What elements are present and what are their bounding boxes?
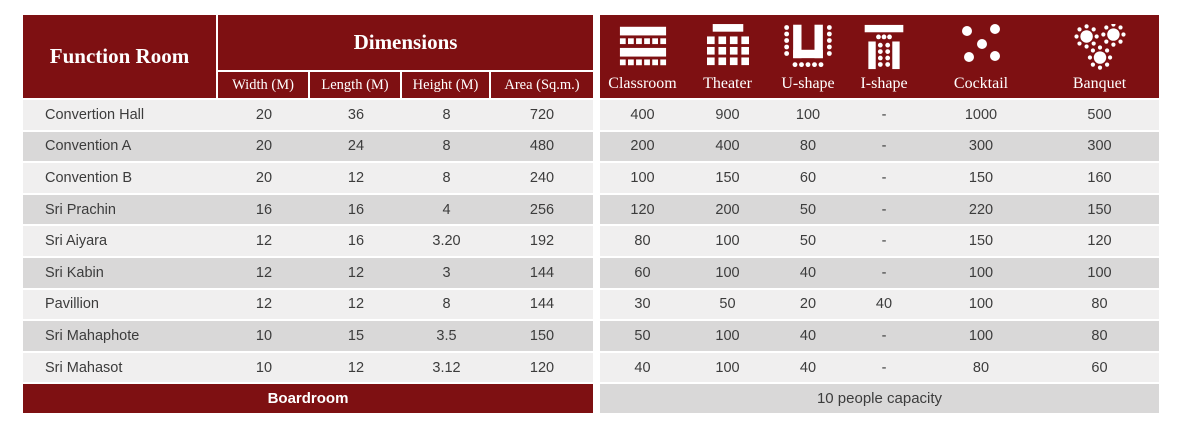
table-row bbox=[23, 321, 593, 351]
table-row bbox=[23, 132, 593, 162]
dimension-value-cell: 8 bbox=[442, 138, 451, 155]
room-name-cell: Convertion Hall bbox=[45, 106, 145, 123]
capacity-value-cell: 100 bbox=[968, 327, 994, 344]
dimension-value-cell: 12 bbox=[255, 264, 273, 281]
capacity-column-theater bbox=[685, 15, 770, 98]
capacity-value-cell: 220 bbox=[968, 201, 994, 218]
classroom-icon bbox=[618, 24, 668, 68]
capacity-column-label: Classroom bbox=[608, 75, 677, 92]
room-name-cell: Sri Mahasot bbox=[45, 359, 123, 376]
dimensions-group-header: Dimensions bbox=[218, 15, 593, 70]
area-column-header: Area (Sq.m.) bbox=[491, 72, 593, 98]
capacity-value-cell: - bbox=[881, 106, 887, 123]
table-row bbox=[600, 258, 1159, 288]
table-row bbox=[23, 290, 593, 320]
capacity-value-cell: 500 bbox=[1087, 106, 1112, 123]
dimension-value-cell: 144 bbox=[529, 264, 555, 281]
capacity-value-cell: 150 bbox=[1087, 201, 1112, 218]
dimensions-section bbox=[23, 15, 593, 413]
capacity-value-cell: 40 bbox=[799, 264, 817, 281]
dimension-value-cell: 12 bbox=[347, 169, 365, 186]
table-row bbox=[23, 353, 593, 383]
capacity-value-cell: 100 bbox=[715, 233, 740, 250]
table-row bbox=[600, 100, 1159, 130]
capacity-value-cell: 300 bbox=[968, 138, 994, 155]
capacity-value-cell: 300 bbox=[1087, 138, 1112, 155]
room-name-cell: Sri Prachin bbox=[45, 201, 116, 218]
dimension-value-cell: 120 bbox=[529, 359, 555, 376]
dimensions-header bbox=[23, 15, 593, 98]
dimension-value-cell: 192 bbox=[529, 233, 555, 250]
i-shape-icon bbox=[861, 24, 907, 70]
length-column-header: Length (M) bbox=[310, 72, 400, 98]
dimension-value-cell: 24 bbox=[347, 138, 365, 155]
table-row bbox=[23, 226, 593, 256]
dimension-value-cell: 8 bbox=[442, 106, 451, 123]
boardroom-capacity-footer: 10 people capacity bbox=[600, 384, 1159, 413]
room-name-cell: Sri Kabin bbox=[45, 264, 104, 281]
capacity-column-label: Banquet bbox=[1072, 75, 1127, 92]
capacity-rows bbox=[600, 100, 1159, 382]
dimension-value-cell: 20 bbox=[255, 169, 273, 186]
capacity-value-cell: 40 bbox=[799, 359, 817, 376]
capacity-value-cell: 100 bbox=[968, 296, 994, 313]
capacity-value-cell: 1000 bbox=[964, 106, 998, 123]
table-row bbox=[23, 195, 593, 225]
capacity-column-banquet bbox=[1040, 15, 1159, 98]
capacity-value-cell: 50 bbox=[634, 327, 651, 344]
capacity-value-cell: 80 bbox=[1091, 327, 1108, 344]
capacity-value-cell: 150 bbox=[715, 169, 740, 186]
capacity-value-cell: 150 bbox=[968, 233, 994, 250]
dimension-value-cell: 240 bbox=[529, 169, 555, 186]
capacity-value-cell: 100 bbox=[968, 264, 994, 281]
dimension-value-cell: 16 bbox=[347, 233, 365, 250]
dimension-value-cell: 10 bbox=[255, 327, 273, 344]
capacity-column-label: U-shape bbox=[781, 75, 835, 92]
capacity-value-cell: 200 bbox=[715, 201, 740, 218]
dimension-value-cell: 12 bbox=[347, 359, 365, 376]
capacity-value-cell: 400 bbox=[715, 138, 740, 155]
capacity-value-cell: - bbox=[881, 138, 887, 155]
dimension-value-cell: 10 bbox=[255, 359, 273, 376]
capacity-value-cell: 50 bbox=[799, 233, 817, 250]
room-name-cell: Convention A bbox=[45, 138, 132, 155]
capacity-value-cell: 150 bbox=[968, 169, 994, 186]
capacity-column-cocktail bbox=[922, 15, 1040, 98]
height-column-header: Height (M) bbox=[402, 72, 489, 98]
table-row bbox=[600, 290, 1159, 320]
capacity-value-cell: 80 bbox=[799, 138, 817, 155]
capacity-value-cell: 400 bbox=[630, 106, 655, 123]
table-row bbox=[600, 163, 1159, 193]
capacity-value-cell: 40 bbox=[799, 327, 817, 344]
boardroom-footer: Boardroom bbox=[23, 384, 593, 413]
dimension-value-cell: 16 bbox=[255, 201, 273, 218]
room-name-cell: Pavillion bbox=[45, 296, 99, 313]
capacity-value-cell: 60 bbox=[799, 169, 817, 186]
capacity-section bbox=[600, 15, 1159, 413]
table-row bbox=[600, 226, 1159, 256]
table-row bbox=[23, 100, 593, 130]
dimension-value-cell: 20 bbox=[255, 106, 273, 123]
capacity-value-cell: - bbox=[881, 201, 887, 218]
dimension-value-cell: 4 bbox=[442, 201, 451, 218]
dimension-value-cell: 16 bbox=[347, 201, 365, 218]
dimension-value-cell: 12 bbox=[255, 233, 273, 250]
table-row bbox=[600, 353, 1159, 383]
capacity-value-cell: 100 bbox=[1087, 264, 1112, 281]
capacity-value-cell: 120 bbox=[630, 201, 655, 218]
capacity-value-cell: 50 bbox=[719, 296, 736, 313]
capacity-column-label: Theater bbox=[703, 75, 752, 92]
capacity-value-cell: - bbox=[881, 327, 887, 344]
capacity-value-cell: 80 bbox=[1091, 296, 1108, 313]
capacity-column-i-shape bbox=[846, 15, 922, 98]
u-shape-icon bbox=[782, 24, 834, 70]
dimension-value-cell: 256 bbox=[529, 201, 555, 218]
width-column-header: Width (M) bbox=[218, 72, 308, 98]
capacity-value-cell: - bbox=[881, 359, 887, 376]
dimension-value-cell: 3.5 bbox=[436, 327, 457, 344]
capacity-value-cell: 100 bbox=[715, 327, 740, 344]
dimension-value-cell: 15 bbox=[347, 327, 365, 344]
dimensions-rows bbox=[23, 100, 593, 382]
capacity-value-cell: - bbox=[881, 233, 887, 250]
capacity-value-cell: 80 bbox=[634, 233, 651, 250]
dimension-value-cell: 3 bbox=[442, 264, 451, 281]
table-row bbox=[600, 321, 1159, 351]
capacity-value-cell: 120 bbox=[1087, 233, 1112, 250]
capacity-value-cell: 20 bbox=[799, 296, 817, 313]
room-name-cell: Sri Aiyara bbox=[45, 233, 108, 250]
dimension-value-cell: 150 bbox=[529, 327, 555, 344]
room-name-cell: Convention B bbox=[45, 169, 133, 186]
dimension-value-cell: 8 bbox=[442, 296, 451, 313]
capacity-column-classroom bbox=[600, 15, 685, 98]
capacity-value-cell: 40 bbox=[875, 296, 893, 313]
dimension-value-cell: 3.12 bbox=[432, 359, 461, 376]
capacity-value-cell: - bbox=[881, 169, 887, 186]
dimension-value-cell: 12 bbox=[347, 296, 365, 313]
cocktail-icon bbox=[957, 24, 1005, 64]
table-row bbox=[600, 132, 1159, 162]
table-row bbox=[23, 163, 593, 193]
capacity-value-cell: 100 bbox=[795, 106, 821, 123]
dimension-value-cell: 36 bbox=[347, 106, 365, 123]
function-room-header: Function Room bbox=[23, 15, 216, 98]
dimension-value-cell: 8 bbox=[442, 169, 451, 186]
theater-icon bbox=[707, 24, 749, 68]
table bbox=[23, 15, 1159, 413]
capacity-value-cell: 30 bbox=[634, 296, 651, 313]
capacity-value-cell: 900 bbox=[715, 106, 740, 123]
capacity-value-cell: 60 bbox=[1091, 359, 1108, 376]
capacity-value-cell: 160 bbox=[1087, 169, 1112, 186]
capacity-header bbox=[600, 15, 1159, 98]
dimension-value-cell: 12 bbox=[347, 264, 365, 281]
capacity-value-cell: 200 bbox=[630, 138, 655, 155]
dimension-value-cell: 3.20 bbox=[432, 233, 461, 250]
capacity-value-cell: 50 bbox=[799, 201, 817, 218]
room-name-cell: Sri Mahaphote bbox=[45, 327, 140, 344]
capacity-column-label: I-shape bbox=[860, 75, 908, 92]
capacity-value-cell: 100 bbox=[715, 359, 740, 376]
table-row bbox=[600, 195, 1159, 225]
capacity-value-cell: 100 bbox=[630, 169, 655, 186]
dimension-value-cell: 20 bbox=[255, 138, 273, 155]
capacity-value-cell: 40 bbox=[634, 359, 651, 376]
dimension-value-cell: 144 bbox=[529, 296, 555, 313]
dimension-value-cell: 12 bbox=[255, 296, 273, 313]
capacity-value-cell: 80 bbox=[972, 359, 990, 376]
capacity-column-u-shape bbox=[770, 15, 846, 98]
capacity-value-cell: 100 bbox=[715, 264, 740, 281]
capacity-column-label: Cocktail bbox=[953, 75, 1009, 92]
dimension-value-cell: 720 bbox=[529, 106, 555, 123]
dimension-value-cell: 480 bbox=[529, 138, 555, 155]
banquet-icon bbox=[1073, 24, 1127, 70]
table-row bbox=[23, 258, 593, 288]
capacity-value-cell: 60 bbox=[634, 264, 651, 281]
capacity-value-cell: - bbox=[881, 264, 887, 281]
